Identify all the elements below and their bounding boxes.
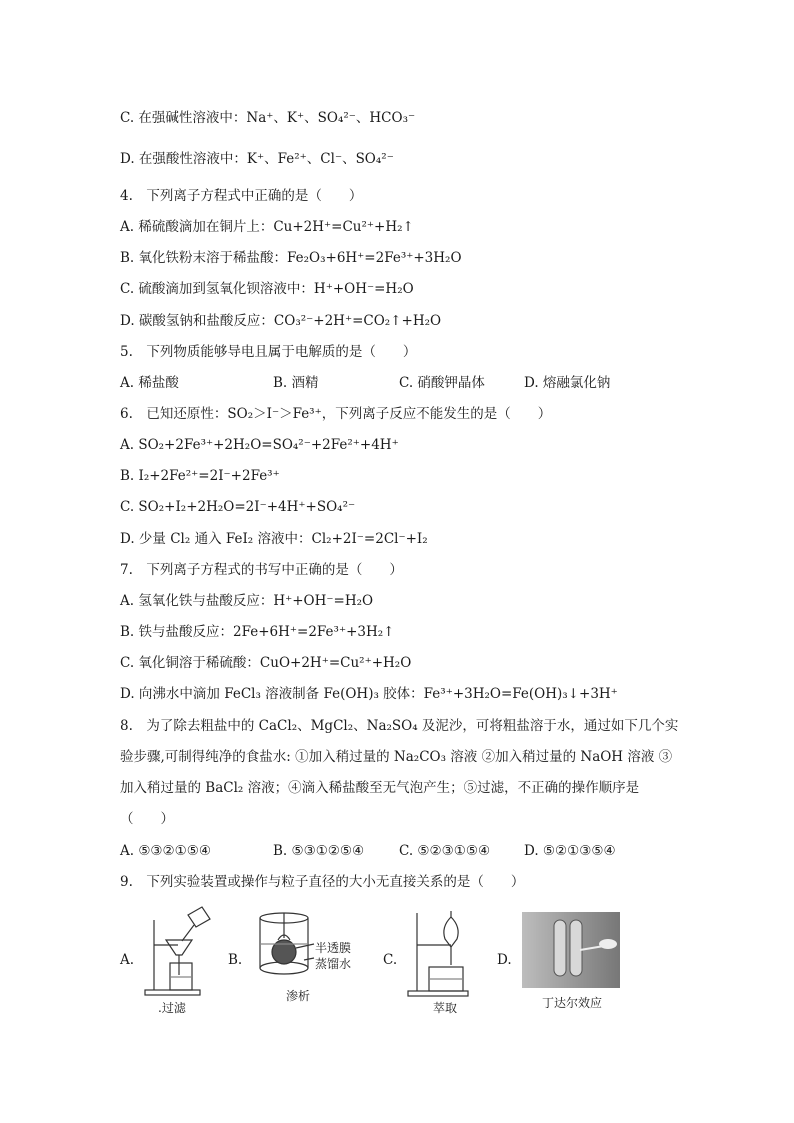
filtration-apparatus-figure bbox=[140, 905, 215, 1000]
q6-option-a: A. SO₂+2Fe³⁺+2H₂O=SO₄²⁻+2Fe²⁺+4H⁺ bbox=[120, 437, 399, 453]
q9-caption-d: 丁达尔效应 bbox=[542, 996, 603, 1010]
extraction-apparatus-figure bbox=[405, 905, 480, 1000]
q9-stem: 9. 下列实验装置或操作与粒子直径的大小无直接关系的是（ ） bbox=[120, 874, 525, 890]
q3-option-d: D. 在强酸性溶液中：K⁺、Fe²⁺、Cl⁻、SO₄²⁻ bbox=[120, 151, 394, 167]
distilled-water-label: 蒸馏水 bbox=[315, 957, 352, 971]
q8-option-d: D. ⑤②①③⑤④ bbox=[524, 843, 616, 859]
q4-stem: 4. 下列离子方程式中正确的是（ ） bbox=[120, 188, 363, 204]
q8-option-b: B. ⑤③①②⑤④ bbox=[273, 843, 365, 859]
q9-label-d: D. bbox=[497, 952, 512, 968]
q9-label-c: C. bbox=[383, 952, 398, 968]
q6-stem: 6. 已知还原性：SO₂＞I⁻＞Fe³⁺，下列离子反应不能发生的是（ ） bbox=[120, 406, 552, 422]
q3-option-c: C. 在强碱性溶液中：Na⁺、K⁺、SO₄²⁻、HCO₃⁻ bbox=[120, 110, 416, 126]
q8-option-a: A. ⑤③②①⑤④ bbox=[120, 843, 211, 859]
q5-stem: 5. 下列物质能够导电且属于电解质的是（ ） bbox=[120, 344, 417, 360]
q9-label-a: A. bbox=[120, 952, 135, 968]
q9-caption-b: 渗析 bbox=[286, 989, 311, 1003]
q4-option-c: C. 硫酸滴加到氢氧化钡溶液中：H⁺+OH⁻=H₂O bbox=[120, 281, 414, 297]
q9-caption-c: 萃取 bbox=[433, 1001, 458, 1015]
tyndall-effect-photo bbox=[522, 912, 620, 988]
q7-option-c: C. 氧化铜溶于稀硫酸：CuO+2H⁺=Cu²⁺+H₂O bbox=[120, 655, 412, 671]
q5-option-a: A. 稀盐酸 bbox=[120, 375, 179, 391]
q9-label-b: B. bbox=[228, 952, 243, 968]
q5-option-c: C. 硝酸钾晶体 bbox=[399, 375, 485, 391]
q8-stem-line1: 8. 为了除去粗盐中的 CaCl₂、MgCl₂、Na₂SO₄ 及泥沙，可将粗盐溶于水，通过如下几个实 bbox=[120, 718, 679, 734]
q7-option-b: B. 铁与盐酸反应：2Fe+6H⁺=2Fe³⁺+3H₂↑ bbox=[120, 624, 395, 640]
q7-option-a: A. 氢氧化铁与盐酸反应：H⁺+OH⁻=H₂O bbox=[120, 593, 374, 609]
q6-option-c: C. SO₂+I₂+2H₂O=2I⁻+4H⁺+SO₄²⁻ bbox=[120, 499, 356, 515]
q4-option-d: D. 碳酸氢钠和盐酸反应：CO₃²⁻+2H⁺=CO₂↑+H₂O bbox=[120, 313, 442, 329]
q9-caption-a: .过滤 bbox=[158, 1001, 186, 1015]
membrane-label: 半透膜 bbox=[315, 941, 352, 955]
q6-option-d: D. 少量 Cl₂ 通入 FeI₂ 溶液中：Cl₂+2I⁻=2Cl⁻+I₂ bbox=[120, 531, 428, 547]
q7-option-d: D. 向沸水中滴加 FeCl₃ 溶液制备 Fe(OH)₃ 胶体：Fe³⁺+3H₂O=Fe(OH)₃↓+3H⁺ bbox=[120, 686, 618, 702]
q4-option-b: B. 氧化铁粉末溶于稀盐酸：Fe₂O₃+6H⁺=2Fe³⁺+3H₂O bbox=[120, 250, 462, 266]
q4-option-a: A. 稀硫酸滴加在铜片上：Cu+2H⁺=Cu²⁺+H₂↑ bbox=[120, 219, 414, 235]
q7-stem: 7. 下列离子方程式的书写中正确的是（ ） bbox=[120, 562, 403, 578]
q5-option-d: D. 熔融氯化钠 bbox=[524, 375, 611, 391]
q8-stem-line2: 验步骤,可制得纯净的食盐水: ①加入稍过量的 Na₂CO₃ 溶液 ②加入稍过量的 NaOH 溶液 ③ bbox=[120, 749, 673, 765]
q5-option-b: B. 酒精 bbox=[273, 375, 319, 391]
q6-option-b: B. I₂+2Fe²⁺=2I⁻+2Fe³⁺ bbox=[120, 468, 280, 484]
q8-stem-line3: 加入稍过量的 BaCl₂ 溶液；④滴入稀盐酸至无气泡产生；⑤过滤，不正确的操作顺序是 bbox=[120, 780, 640, 796]
q8-option-c: C. ⑤②③①⑤④ bbox=[399, 843, 491, 859]
q8-answer-paren: （ ） bbox=[120, 811, 174, 827]
